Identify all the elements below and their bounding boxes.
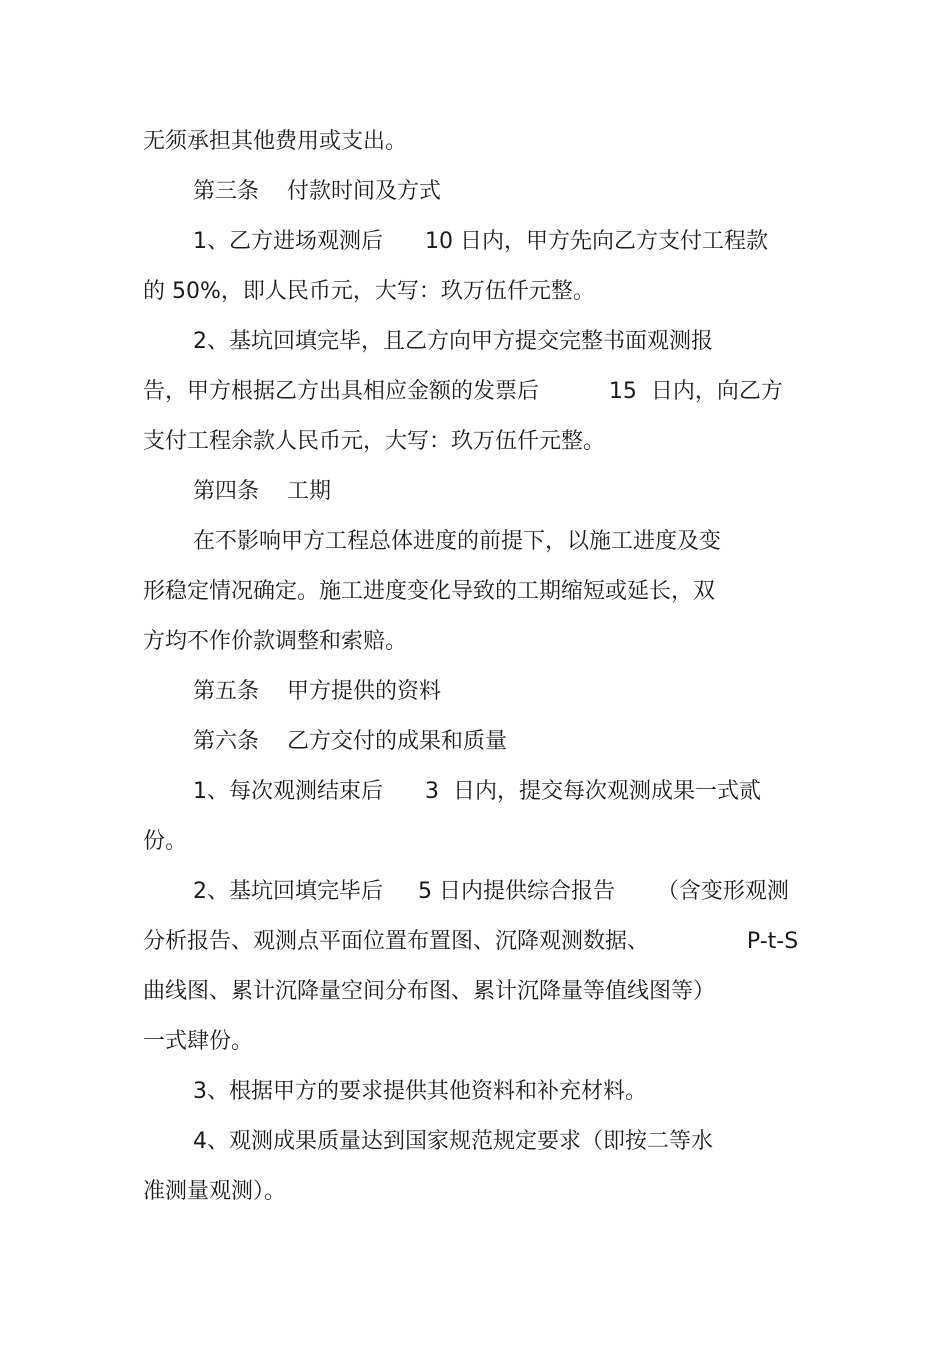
text-line: 无须承担其他费用或支出。: [143, 129, 408, 154]
text-line: 的 50%，即人民币元，大写：玖万伍仟元整。: [143, 279, 595, 304]
text-line: 2、基坑回填完毕后 5 日内提供综合报告 （含变形观测: [193, 879, 789, 904]
text-line: 在不影响甲方工程总体进度的前提下，以施工进度及变: [193, 529, 722, 554]
text-line: 1、乙方进场观测后 10 日内，甲方先向乙方支付工程款: [193, 229, 768, 254]
text-line: 准测量观测）。: [143, 1179, 287, 1204]
text-line: 方均不作价款调整和索赔。: [143, 629, 408, 654]
text-line: 支付工程余款人民币元，大写：玖万伍仟元整。: [143, 429, 606, 454]
text-line: 份。: [143, 829, 188, 854]
article-heading: 第四条 工期: [193, 479, 331, 504]
article-heading: 第六条 乙方交付的成果和质量: [193, 729, 507, 754]
text-line: 3、根据甲方的要求提供其他资料和补充材料。: [193, 1079, 647, 1104]
text-line: 1、每次观测结束后 3 日内，提交每次观测成果一式贰: [193, 779, 761, 804]
article-heading: 第五条 甲方提供的资料: [193, 679, 441, 704]
text-line: 2、基坑回填完毕，且乙方向甲方提交完整书面观测报: [193, 329, 713, 354]
text-line: 分析报告、观测点平面位置布置图、沉降观测数据、 P-t-S: [143, 929, 799, 954]
text-line: 4、观测成果质量达到国家规范规定要求（即按二等水: [193, 1129, 713, 1154]
article-heading: 第三条 付款时间及方式: [193, 179, 441, 204]
text-line: 形稳定情况确定。施工进度变化导致的工期缩短或延长，双: [143, 579, 716, 604]
text-line: 曲线图、累计沉降量空间分布图、累计沉降量等值线图等）: [143, 979, 716, 1004]
text-line: 告，甲方根据乙方出具相应金额的发票后 15 日内，向乙方: [143, 379, 783, 404]
text-line: 一式肆份。: [143, 1029, 254, 1054]
